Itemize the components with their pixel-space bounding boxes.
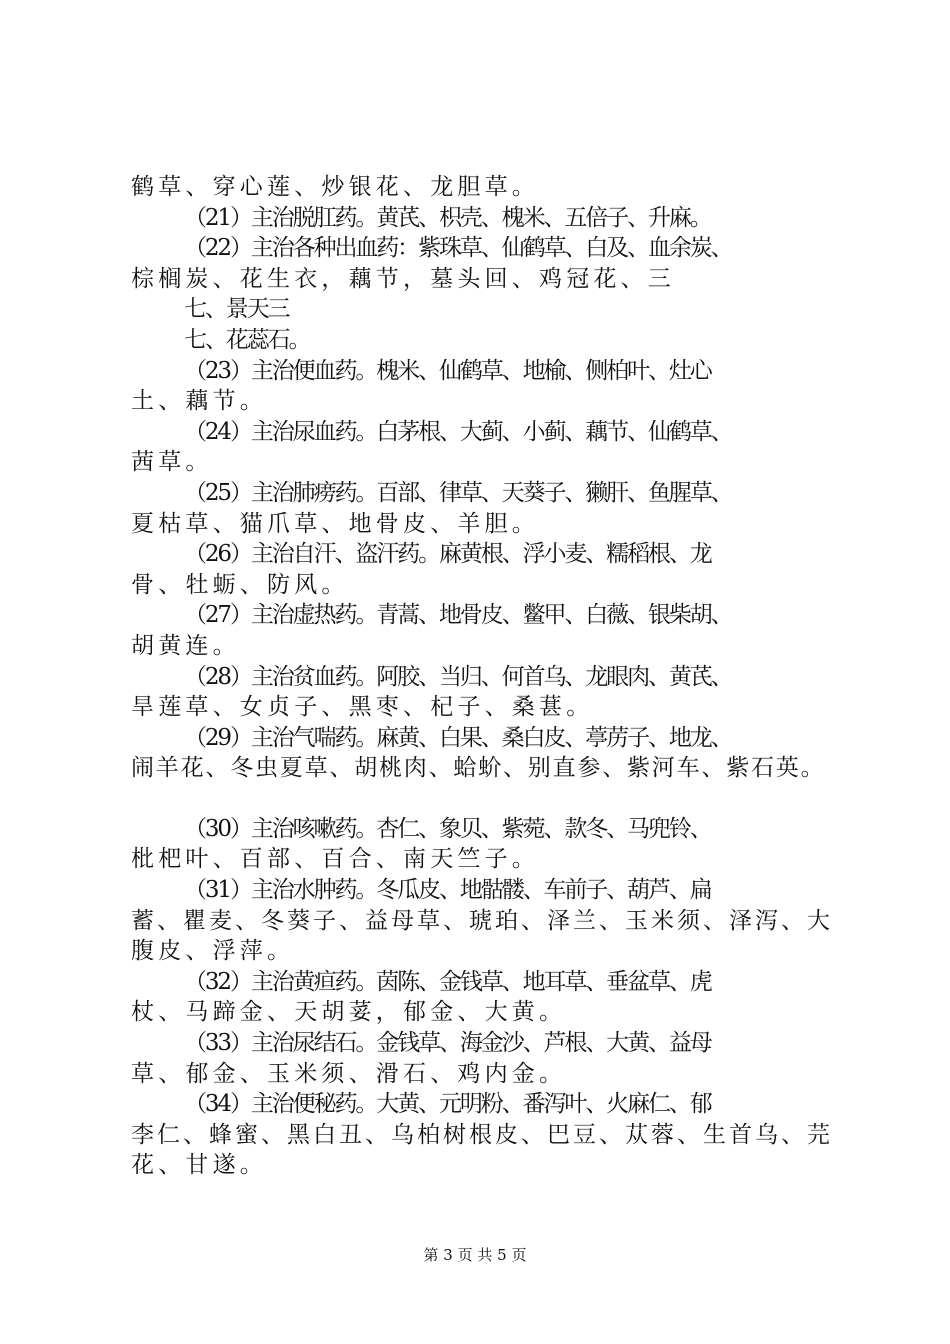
text-line: （33）主治尿结石。金钱草、海金沙、芦根、大黄、益母 bbox=[184, 1030, 711, 1057]
text-line: 七、花蕊石。 bbox=[184, 326, 310, 353]
text-line: 胡黄连。 bbox=[131, 632, 240, 659]
text-line: （23）主治便血药。槐米、仙鹤草、地榆、侧柏叶、灶心 bbox=[184, 357, 711, 384]
text-line: （21）主治脱肛药。黄芪、枳壳、槐米、五倍子、升麻。 bbox=[184, 204, 711, 231]
text-line: 腹皮、浮萍。 bbox=[131, 938, 295, 965]
text-line: 蓄、瞿麦、冬葵子、益母草、琥珀、泽兰、玉米须、泽泻、大 bbox=[131, 907, 833, 934]
text-line: 七、景天三 bbox=[184, 296, 289, 323]
text-line: （25）主治肺痨药。百部、律草、天葵子、獭肝、鱼腥草、 bbox=[184, 479, 732, 506]
document-body bbox=[131, 172, 831, 1181]
text-line: 棕榈炭、花生衣，藕节，墓头回、鸡冠花、三 bbox=[131, 265, 675, 292]
text-line: 夏枯草、猫爪草、地骨皮、羊胆。 bbox=[131, 510, 539, 537]
text-line: （24）主治尿血药。白茅根、大蓟、小蓟、藕节、仙鹤草、 bbox=[184, 418, 732, 445]
text-line: 草、郁金、玉米须、滑石、鸡内金。 bbox=[131, 1060, 567, 1087]
text-line: 旱莲草、女贞子、黑枣、杞子、桑葚。 bbox=[131, 694, 594, 721]
text-line: 鹤草、穿心莲、炒银花、龙胆草。 bbox=[131, 174, 539, 200]
text-line: （29）主治气喘药。麻黄、白果、桑白皮、葶苈子、地龙、 bbox=[184, 724, 732, 751]
text-line: （26）主治自汗、盗汗药。麻黄根、浮小麦、糯稻根、龙 bbox=[184, 541, 711, 568]
paragraph-gap bbox=[131, 784, 831, 814]
text-line: （32）主治黄疸药。茵陈、金钱草、地耳草、垂盆草、虎 bbox=[184, 968, 711, 995]
text-line: 土、藕节。 bbox=[131, 388, 267, 415]
text-line: （30）主治咳嗽药。杏仁、象贝、紫菀、款冬、马兜铃、 bbox=[184, 815, 711, 842]
text-line: （31）主治水肿药。冬瓜皮、地骷髅、车前子、葫芦、扁 bbox=[184, 877, 711, 904]
page-number-footer: 第 3 页 共 5 页 bbox=[423, 1246, 527, 1264]
text-line: 杖、马蹄金、天胡荽，郁金、大黄。 bbox=[131, 999, 567, 1026]
text-line: 花、甘遂。 bbox=[131, 1152, 267, 1179]
text-line: 骨、牡蛎、防风。 bbox=[131, 571, 349, 598]
text-line: （34）主治便秘药。大黄、元明粉、番泻叶、火麻仁、郁 bbox=[184, 1091, 711, 1118]
text-line: 茜草。 bbox=[131, 449, 213, 476]
text-line: 枇杷叶、百部、百合、南天竺子。 bbox=[131, 846, 539, 873]
text-line: （22）主治各种出血药：紫珠草、仙鹤草、白及、血余炭、 bbox=[184, 235, 732, 262]
text-line: （28）主治贫血药。阿胶、当归、何首乌、龙眼肉、黄芪、 bbox=[184, 663, 732, 690]
text-line: 李仁、蜂蜜、黑白丑、乌柏树根皮、巴豆、苁蓉、生首乌、芫 bbox=[131, 1121, 833, 1148]
text-line: 闹羊花、冬虫夏草、胡桃肉、蛤蚧、别直参、紫河车、紫石英。 bbox=[131, 755, 826, 782]
text-line: （27）主治虚热药。青蒿、地骨皮、鳖甲、白薇、银柴胡、 bbox=[184, 602, 732, 629]
